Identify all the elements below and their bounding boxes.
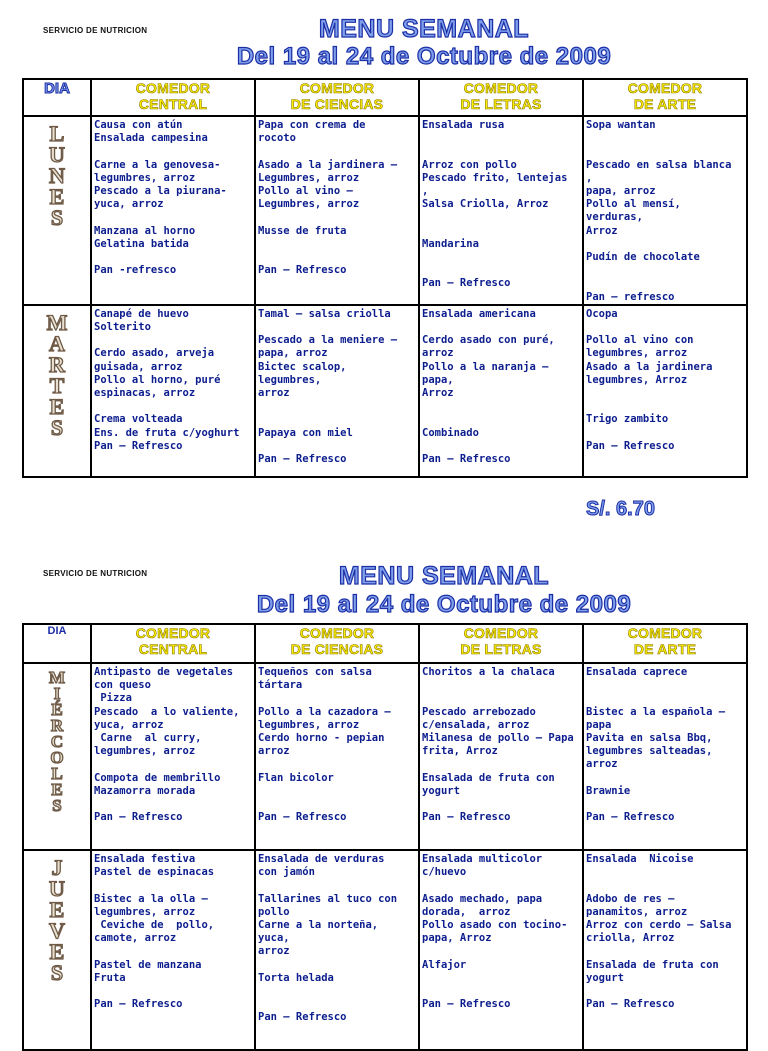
menu-line: Salsa Criolla, Arroz (422, 198, 549, 211)
menu-line: Cerdo asado con puré, (422, 334, 555, 347)
menu-line: Pan – Refresco (586, 811, 675, 824)
menu-line: Bistec a la española – (586, 705, 726, 718)
menu-line: Torta helada (258, 971, 334, 984)
menu-line (586, 277, 744, 290)
menu-line: Carne a la genovesa- (94, 158, 221, 171)
menu-line: Ensalada Nicoise (586, 853, 694, 865)
day-letter: R (50, 716, 64, 735)
menu-line (258, 985, 416, 998)
menu-cell (419, 116, 583, 305)
menu-line (258, 785, 416, 798)
menu-line (422, 758, 580, 771)
menu-line: rocoto (258, 132, 296, 145)
day-letter: R (49, 351, 65, 377)
menu-line (422, 692, 580, 705)
menu-line (94, 798, 252, 811)
column-header: COMEDOR DE LETRAS (419, 624, 583, 663)
day-letter: S (52, 796, 62, 815)
menu-line (586, 866, 744, 879)
menu-line (258, 145, 416, 158)
menu-line (422, 879, 580, 892)
menu-line: Pollo al vino – (258, 185, 353, 197)
menu-line: Mandarina (422, 237, 479, 250)
menu-line: con queso (94, 679, 151, 692)
menu-cell (255, 116, 419, 305)
menu-line (258, 959, 416, 972)
menu-line: Musse de fruta (258, 224, 347, 237)
menu-line (586, 238, 744, 251)
day-letter: U (49, 876, 65, 901)
day-letter: E (49, 184, 65, 209)
menu-line: Pan – Refresco (94, 811, 183, 824)
menu-line: frita, Arroz (422, 745, 498, 758)
menu-line: Ens. de fruta c/yoghurt (94, 426, 240, 439)
day-letter: T (49, 372, 65, 398)
menu-line: Crema volteada (94, 413, 183, 426)
menu-line (586, 321, 744, 334)
day-letter: J (51, 855, 63, 880)
column-header: COMEDOR DE ARTE (583, 79, 747, 116)
menu-line (422, 400, 580, 413)
column-header: COMEDOR DE CIENCIAS (255, 79, 419, 116)
column-header: COMEDOR DE ARTE (583, 624, 747, 663)
menu-line: Pan – Refresco (586, 998, 675, 1011)
menu-line (586, 692, 744, 705)
menu-line: legumbres salteadas, (586, 745, 713, 758)
menu-line: Pan – Refresco (422, 277, 511, 290)
menu-line (586, 145, 744, 158)
menu-line (258, 321, 416, 334)
menu-line: Arroz con cerdo – Salsa (586, 918, 732, 931)
menu-line: Asado a la jardinera (586, 360, 713, 373)
menu-line: legumbres, arroz (94, 171, 196, 184)
menu-cell (91, 305, 255, 477)
day-letter: C (50, 732, 64, 751)
menu-line: Carne a la norteña, yuca, (258, 919, 385, 945)
menu-line: Pescado arrebozado (422, 705, 536, 718)
day-letter: M (48, 668, 66, 687)
menu-line (258, 798, 416, 811)
page-title: MENU SEMANAL (318, 15, 530, 43)
day-letter: V (49, 918, 65, 943)
menu-table (22, 623, 748, 1051)
day-letter: L (49, 121, 65, 146)
day-letter: E (49, 897, 65, 922)
menu-line: arroz (586, 758, 618, 771)
menu-line: Cerdo asado, arveja (94, 347, 215, 360)
menu-line: Ensalada americana (422, 307, 536, 320)
menu-line: con jamón (258, 866, 315, 879)
menu-line: Gelatina batida (94, 237, 189, 250)
menu-line: Pollo al vino con (586, 334, 694, 347)
menu-line: Antipasto de vegetales (94, 666, 234, 678)
column-header: COMEDOR CENTRAL (91, 624, 255, 663)
menu-line: dorada, arroz (422, 905, 511, 918)
menu-line: Ensalada campesina (94, 132, 208, 145)
day-label (23, 305, 91, 477)
menu-line: Pescado a la meniere – (258, 334, 398, 347)
menu-line: arroz (258, 745, 290, 758)
menu-line: Pollo asado con tocino- (422, 919, 568, 931)
menu-line: Manzana al horno (94, 224, 196, 237)
menu-line: pollo (258, 905, 290, 918)
menu-line: yogurt (422, 784, 460, 797)
menu-cell (419, 663, 583, 850)
day-label (23, 116, 91, 305)
table-row (23, 850, 747, 1050)
menu-line: Ensalada de fruta con (586, 958, 719, 971)
menu-line (422, 321, 580, 334)
menu-line: arroz (258, 945, 290, 958)
menu-line: Arroz (586, 224, 618, 237)
menu-line: Pan – Refresco (258, 811, 347, 824)
menu-line (422, 985, 580, 998)
menu-line: Pan – Refresco (422, 452, 511, 465)
day-letter: M (46, 309, 68, 335)
day-letter: N (49, 163, 65, 188)
menu-line: Combinado (422, 426, 479, 439)
menu-line: Ensalada festiva (94, 853, 196, 865)
menu-line (258, 879, 416, 892)
menu-table (22, 78, 748, 478)
menu-line (258, 413, 416, 426)
menu-line (586, 679, 744, 692)
menu-line (422, 798, 580, 811)
menu-line (422, 972, 580, 985)
menu-line: Pollo a la naranja – papa, (422, 360, 555, 386)
menu-line: Ensalada de fruta con (422, 771, 555, 784)
menu-line (258, 440, 416, 453)
menu-line (422, 679, 580, 692)
org-label: SERVICIO DE NUTRICION (43, 26, 148, 35)
menu-line: legumbres, arroz (94, 745, 196, 758)
menu-line (94, 211, 252, 224)
table-row (23, 305, 747, 477)
menu-line: Mazamorra morada (94, 784, 196, 797)
day-letter: A (49, 330, 65, 356)
menu-line (586, 879, 744, 892)
menu-line: Pan – Refresco (258, 264, 347, 277)
menu-line (94, 945, 252, 958)
day-column-header: DIA (23, 624, 91, 663)
org-label: SERVICIO DE NUTRICION (43, 569, 148, 578)
menu-line (422, 413, 580, 426)
menu-line: espinacas, arroz (94, 386, 196, 399)
menu-line: Asado a la jardinera – (258, 158, 398, 171)
menu-line (586, 387, 744, 400)
menu-line: Causa con atún (94, 119, 183, 131)
menu-line: Pan – Refresco (94, 439, 183, 452)
menu-line: Solterito (94, 320, 151, 333)
day-label (23, 663, 91, 850)
menu-line: Arroz con pollo (422, 158, 517, 171)
menu-cell (91, 850, 255, 1050)
menu-line (422, 440, 580, 453)
menu-line: Choritos a la chalaca (422, 666, 555, 678)
menu-cell (255, 850, 419, 1050)
menu-line: papa, arroz (586, 184, 656, 197)
menu-line: Pollo a la cazadora – (258, 705, 391, 718)
menu-line: c/huevo (422, 866, 467, 879)
menu-line: Adobo de res – (586, 892, 675, 905)
menu-line: Milanesa de pollo – Papa (422, 731, 574, 744)
menu-line: Alfajor (422, 958, 467, 971)
menu-cell (91, 116, 255, 305)
day-letter: S (50, 960, 64, 985)
menu-line (422, 945, 580, 958)
page-subtitle: Del 19 al 24 de Octubre de 2009 (256, 591, 632, 618)
menu-line: camote, arroz (94, 932, 177, 945)
menu-line: Ensalada de verduras (258, 853, 385, 865)
menu-line: Pescado a la piurana- (94, 185, 227, 197)
menu-line: Bistec a la olla – (94, 892, 208, 905)
menu-line: Papaya con miel (258, 426, 353, 439)
menu-line (94, 879, 252, 892)
menu-line: Pan – refresco (586, 290, 675, 303)
day-letter: É (51, 700, 63, 719)
menu-line: criolla, Arroz (586, 932, 675, 945)
menu-line: yuca, arroz (94, 198, 164, 211)
menu-line (422, 145, 580, 158)
menu-line (94, 985, 252, 998)
menu-line (94, 758, 252, 771)
menu-line: Sopa wantan (586, 119, 656, 131)
menu-line: papa (586, 718, 612, 731)
menu-line (586, 264, 744, 277)
menu-line: Cerdo horno - pepian (258, 732, 385, 744)
menu-line: Ocopa (586, 307, 618, 320)
menu-line (94, 400, 252, 413)
menu-line: legumbres, arroz (586, 347, 688, 360)
menu-cell (91, 663, 255, 850)
menu-line: Pizza (94, 692, 132, 705)
menu-line: Ensalada multicolor (422, 853, 543, 865)
page-subtitle: Del 19 al 24 de Octubre de 2009 (236, 43, 612, 70)
menu-line: yogurt (586, 971, 624, 984)
menu-line: Pan – Refresco (258, 452, 347, 465)
day-letter: E (51, 780, 63, 799)
menu-line (422, 225, 580, 238)
menu-line: papa, Arroz (422, 932, 492, 945)
day-letter: S (50, 414, 64, 440)
menu-line (422, 264, 580, 277)
menu-line (586, 798, 744, 811)
menu-line: Carne al curry, (94, 732, 202, 745)
menu-line: Canapé de huevo (94, 307, 189, 320)
menu-line: Pan – Refresco (94, 998, 183, 1011)
menu-line: legumbres, arroz (258, 718, 360, 731)
day-column-header: DIA (23, 79, 91, 116)
menu-line (586, 772, 744, 785)
menu-cell (583, 663, 747, 850)
table-row (23, 116, 747, 305)
menu-line (586, 400, 744, 413)
price-label: S/. 6.70 (586, 498, 655, 520)
menu-cell (255, 305, 419, 477)
day-letter: E (49, 393, 65, 419)
menu-cell (419, 305, 583, 477)
menu-line: Pan – Refresco (586, 439, 675, 452)
menu-line: Bictec scalop, legumbres, (258, 360, 353, 386)
table-row (23, 663, 747, 850)
column-header: COMEDOR DE LETRAS (419, 79, 583, 116)
menu-line (586, 945, 744, 958)
menu-line (258, 211, 416, 224)
menu-line: Ensalada rusa (422, 119, 505, 131)
menu-line (422, 132, 580, 145)
menu-line: Asado mechado, papa (422, 892, 543, 905)
menu-line (94, 145, 252, 158)
menu-line: Papa con crema de (258, 119, 366, 131)
day-letter: L (51, 764, 63, 783)
column-header: COMEDOR CENTRAL (91, 79, 255, 116)
menu-line: Trigo zambito (586, 413, 669, 426)
menu-line: Pavita en salsa Bbq, (586, 731, 713, 744)
menu-line: Pescado en salsa blanca , (586, 158, 738, 184)
menu-line: guisada, arroz (94, 360, 183, 373)
menu-line: c/ensalada, arroz (422, 718, 530, 731)
menu-line: Pudín de chocolate (586, 250, 700, 263)
menu-line: Pan -refresco (94, 264, 177, 277)
menu-cell (255, 663, 419, 850)
menu-line (94, 334, 252, 347)
menu-line (422, 251, 580, 264)
menu-line: Pastel de espinacas (94, 866, 215, 879)
menu-line: Ceviche de pollo, (94, 919, 215, 931)
menu-line (94, 251, 252, 264)
day-letter: U (49, 142, 65, 167)
menu-line (258, 238, 416, 251)
day-letter: S (50, 205, 64, 230)
menu-line: Tequeños con salsa (258, 666, 372, 678)
menu-line (258, 400, 416, 413)
day-letter: I (53, 684, 61, 703)
menu-line: panamitos, arroz (586, 905, 688, 918)
menu-cell (583, 116, 747, 305)
day-letter: E (49, 939, 65, 964)
menu-line: Pescado a lo valiente, (94, 705, 240, 718)
menu-line: Tamal – salsa criolla (258, 307, 391, 320)
menu-line: papa, arroz (258, 347, 328, 360)
menu-line: yuca, arroz (94, 718, 164, 731)
menu-line (258, 251, 416, 264)
menu-line: tártara (258, 679, 303, 692)
menu-cell (419, 850, 583, 1050)
menu-line (258, 758, 416, 771)
day-label (23, 850, 91, 1050)
menu-cell (583, 850, 747, 1050)
menu-cell (583, 305, 747, 477)
menu-line: arroz (422, 347, 454, 360)
menu-line: Pan – Refresco (258, 1011, 347, 1024)
menu-line: Tallarines al tuco con (258, 892, 398, 905)
menu-line: Ensalada caprece (586, 666, 688, 678)
menu-line: Pan – Refresco (422, 998, 511, 1011)
menu-line: Pan – Refresco (422, 811, 511, 824)
menu-line: legumbres, arroz (94, 905, 196, 918)
menu-line: Fruta (94, 971, 126, 984)
menu-line: Pollo al horno, puré (94, 373, 221, 386)
menu-line: arroz (258, 386, 290, 399)
menu-line: legumbres, Arroz (586, 373, 688, 386)
menu-line (586, 427, 744, 440)
menu-line: Flan bicolor (258, 771, 334, 784)
menu-line (586, 132, 744, 145)
page-title: MENU SEMANAL (338, 562, 550, 590)
menu-line: Legumbres, arroz (258, 171, 360, 184)
menu-line: Pastel de manzana (94, 958, 202, 971)
menu-line: Legumbres, arroz (258, 198, 360, 211)
menu-line (586, 985, 744, 998)
menu-line: Arroz (422, 386, 454, 399)
column-header: COMEDOR DE CIENCIAS (255, 624, 419, 663)
menu-line: Brawnie (586, 784, 631, 797)
menu-line: Pollo al mensí, verduras, (586, 198, 688, 224)
menu-line (258, 692, 416, 705)
menu-line (422, 211, 580, 224)
menu-line: Pescado frito, lentejas , (422, 171, 574, 197)
menu-line (258, 998, 416, 1011)
day-letter: O (50, 748, 64, 767)
menu-line: Compota de membrillo (94, 771, 221, 784)
